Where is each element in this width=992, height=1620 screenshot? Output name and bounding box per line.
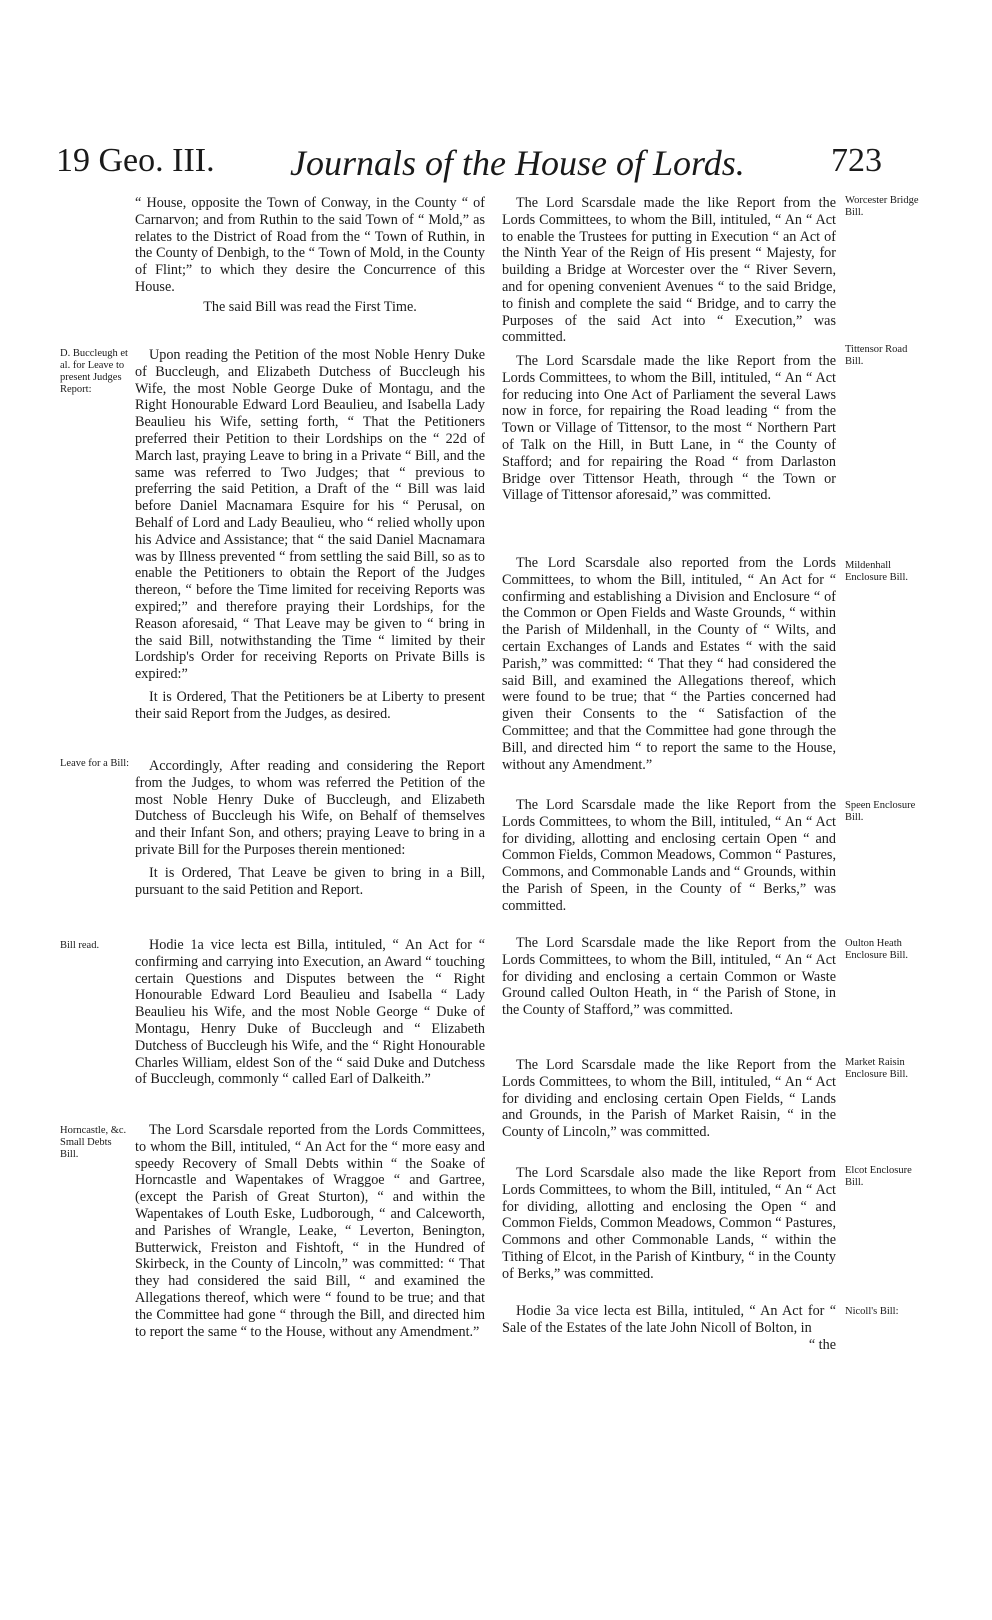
para-right-4: The Lord Scarsdale made the like Report from the Lords Committees, to whom the Bill, intituled, “ An “ Act for dividing, allotting and enclosing certain Open “ and Common Fields, Common Meadows, Common “ Pastures, Commons, and Commonable Lands and “ Grounds, within the Parish of Speen, in the County of “ Berks,” was committed. <box>502 797 836 914</box>
para-right-3: The Lord Scarsdale also reported from the Lords Committees, to whom the Bill, intituled, “ An Act for “ confirming and establishing a Division and Enclosure “ of the Common or Open Fields and Waste Grounds, “ within the Parish of Mildenhall, in the County of “ Wilts, and certain Exchanges of Lands and Estates “ with the said Parish,” was committed: “ That they “ had considered the said Bill, and examined the Allegations thereof, which were found to be true; that “ the Parties concerned had given their Consents to the “ Satisfaction of the Committee; and that the Committee had gone through the Bill, and directed him “ to report the same to the House, without any Amendment.” <box>502 555 836 773</box>
para-right-5: The Lord Scarsdale made the like Report from the Lords Committees, to whom the Bill, intituled, “ An “ Act for dividing and enclosing a certain Common or Waste Ground called Oulton Heath, in “ the Parish of Stone, in the County of Stafford,” was committed. <box>502 935 836 1019</box>
margin-note-tittensor: Tittensor Road Bill. <box>845 344 908 367</box>
margin-note-elcot: Elcot Enclosure Bill. <box>845 1165 912 1188</box>
margin-note-mildenhall: Mildenhall Enclosure Bill. <box>845 560 908 583</box>
running-header <box>0 142 992 186</box>
para-right-6: The Lord Scarsdale made the like Report from the Lords Committees, to whom the Bill, intituled, “ An “ Act for dividing and enclosing certain Open Fields, “ Lands and Grounds, in the Parish of Market Raisin, “ in the County of Lincoln,” was committed. <box>502 1057 836 1141</box>
catchword: “ the <box>808 1337 836 1353</box>
margin-note-nicoll: Nicoll's Bill: <box>845 1306 899 1317</box>
para-right-1: The Lord Scarsdale made the like Report from the Lords Committees, to whom the Bill, intituled, “ An “ Act to enable the Trustees for putting in Execution “ an Act of the Ninth Year of the Reign of His present “ Majesty, for building a Bridge at Worcester over the “ River Severn, and for opening convenient Avenues “ to the said Bridge, to finish and complete the said “ Bridge, and to carry the Purposes of the said Act into “ Execution,” was committed. <box>502 195 836 346</box>
margin-note-leave: Leave for a Bill: <box>60 758 130 769</box>
para-left-4: It is Ordered, That the Petitioners be at Liberty to present their said Report from the Judges, as desired. <box>135 689 485 722</box>
para-left-8: The Lord Scarsdale reported from the Lords Committees, to whom the Bill, intituled, “ An Act for the “ more easy and speedy Recovery of Small Debts within “ the Soake of Horncastle and Wapentakes of Wraggoe “ and Gartree, (except the Parish of Great Sturton), “ and within the Wapentakes of Louth Eske, Ludborough, “ and Calceworth, and Parishes of Wrangle, Leake, “ Leverton, Benington, Butterwick, Freiston and Fishtoft, “ in the Hundred of Skirbeck, in the County of Lincoln,” was committed: “ That they had considered the said Bill, “ and examined the Allegations thereof, which were “ found to be true; and that the Committee had gone “ through the Bill, and directed him to report the same “ to the House, without any Amendment.” <box>135 1122 485 1340</box>
margin-note-worcester: Worcester Bridge Bill. <box>845 195 919 218</box>
para-left-7: Hodie 1a vice lecta est Billa, intituled, “ An Act for “ confirming and carrying into Execution, an Award “ touching certain Questions and Disputes between the “ Right Honourable Edward Lord Beaulieu and Isabella “ Lady Beaulieu his Wife, and the most Noble George “ Duke of Montagu, Henry Duke of Buccleugh and “ Elizabeth Dutchess of Buccleugh his Wife, and the “ Right Honourable Charles William, eldest Son of the “ said Duke and Dutchess of Buccleugh, commonly “ called Earl of Dalkeith.” <box>135 937 485 1088</box>
margin-note-bill-read: Bill read. <box>60 940 100 951</box>
para-right-7: The Lord Scarsdale also made the like Report from Lords Committees, to whom the Bill, intituled, “ An “ Act for dividing, allotting and enclosing the Open “ and Common Fields, Common Meadows, Common “ Pastures, Commons and other Commonable Lands, “ within the Tithing of Elcot, in the Parish of Kintbury, “ in the County of Berks,” was committed. <box>502 1165 836 1282</box>
para-left-1: “ House, opposite the Town of Conway, in the County “ of Carnarvon; and from Ruthin to the said Town of “ Mold,” as relates to the District of Road from the “ Town of Ruthin, in the County of Denbigh, to the “ Town of Mold, in the County of Flint;” to which they desire the Concurrence of this House. <box>135 195 485 295</box>
para-left-5: Accordingly, After reading and considering the Report from the Judges, to whom was referred the Petition of the most Noble Henry Duke of Buccleugh, and Elizabeth Dutchess of Buccleugh his Wife, on Behalf of themselves and their Infant Son, and others; praying Leave to bring in a private Bill for the Purposes therein mentioned: <box>135 758 485 858</box>
regnal-year: 19 Geo. III. <box>56 142 215 179</box>
page-number: 723 <box>831 142 882 179</box>
para-left-2: The said Bill was read the First Time. <box>203 299 417 315</box>
margin-note-speen: Speen Enclosure Bill. <box>845 800 916 823</box>
para-left-3: Upon reading the Petition of the most Noble Henry Duke of Buccleugh, and Elizabeth Dutchess of Buccleugh his Wife, the most Noble George Duke of Montagu, and the Right Honourable Edward Lord Beaulieu, and Isabella Lady Beaulieu his Wife, setting forth, “ That the Petitioners preferred their Petition to their Lordships on the “ 22d of March last, praying Leave to bring in a Private “ Bill, and the same was referred to Two Judges; that “ previous to preferring the said Petition, a Draft of the “ Bill was laid before Daniel Macnamara Esquire for his “ Perusal, on Behalf of Lord and Lady Beaulieu, who “ relied wholly upon his Advice and Assistance; that “ the said Daniel Macnamara was by Illness prevented “ from settling the said Bill, so as to enable the Petitioners to obtain the Report of the Judges thereon, “ before the Time limited for receiving Reports was expired;” and therefore praying their Lordships, for the Reason aforesaid, “ That Leave may be given to “ bring in the said Bill, notwithstanding the Time “ limited by their Lordship's Order for receiving Reports on Private Bills is expired:” <box>135 347 485 683</box>
margin-note-buccleugh: D. Buccleugh et al. for Leave to present Judges Report: <box>60 348 128 395</box>
para-left-6: It is Ordered, That Leave be given to bring in a Bill, pursuant to the said Petition and Report. <box>135 865 485 898</box>
margin-note-horncastle: Horncastle, &c. Small Debts Bill. <box>60 1125 127 1160</box>
para-right-2: The Lord Scarsdale made the like Report from the Lords Committees, to whom the Bill, intituled, “ An “ Act for reducing into One Act of Parliament the several Laws now in force, for repairing the Road leading “ from the Town or Village of Tittensor, to the most “ Northern Part of Talk on the Hill, in Butt Lane, in “ the County of Stafford; and for repairing the Road “ from Darlaston Bridge over Tittensor Heath, through “ the Town or Village of Tittensor aforesaid,” was committed. <box>502 353 836 504</box>
para-right-8: Hodie 3a vice lecta est Billa, intituled, “ An Act for “ Sale of the Estates of the late John Nicoll of Bolton, in <box>502 1303 836 1336</box>
margin-note-oulton: Oulton Heath Enclosure Bill. <box>845 938 908 961</box>
margin-note-market-raisin: Market Raisin Enclosure Bill. <box>845 1057 908 1080</box>
journal-title: Journals of the House of Lords. <box>290 143 745 183</box>
